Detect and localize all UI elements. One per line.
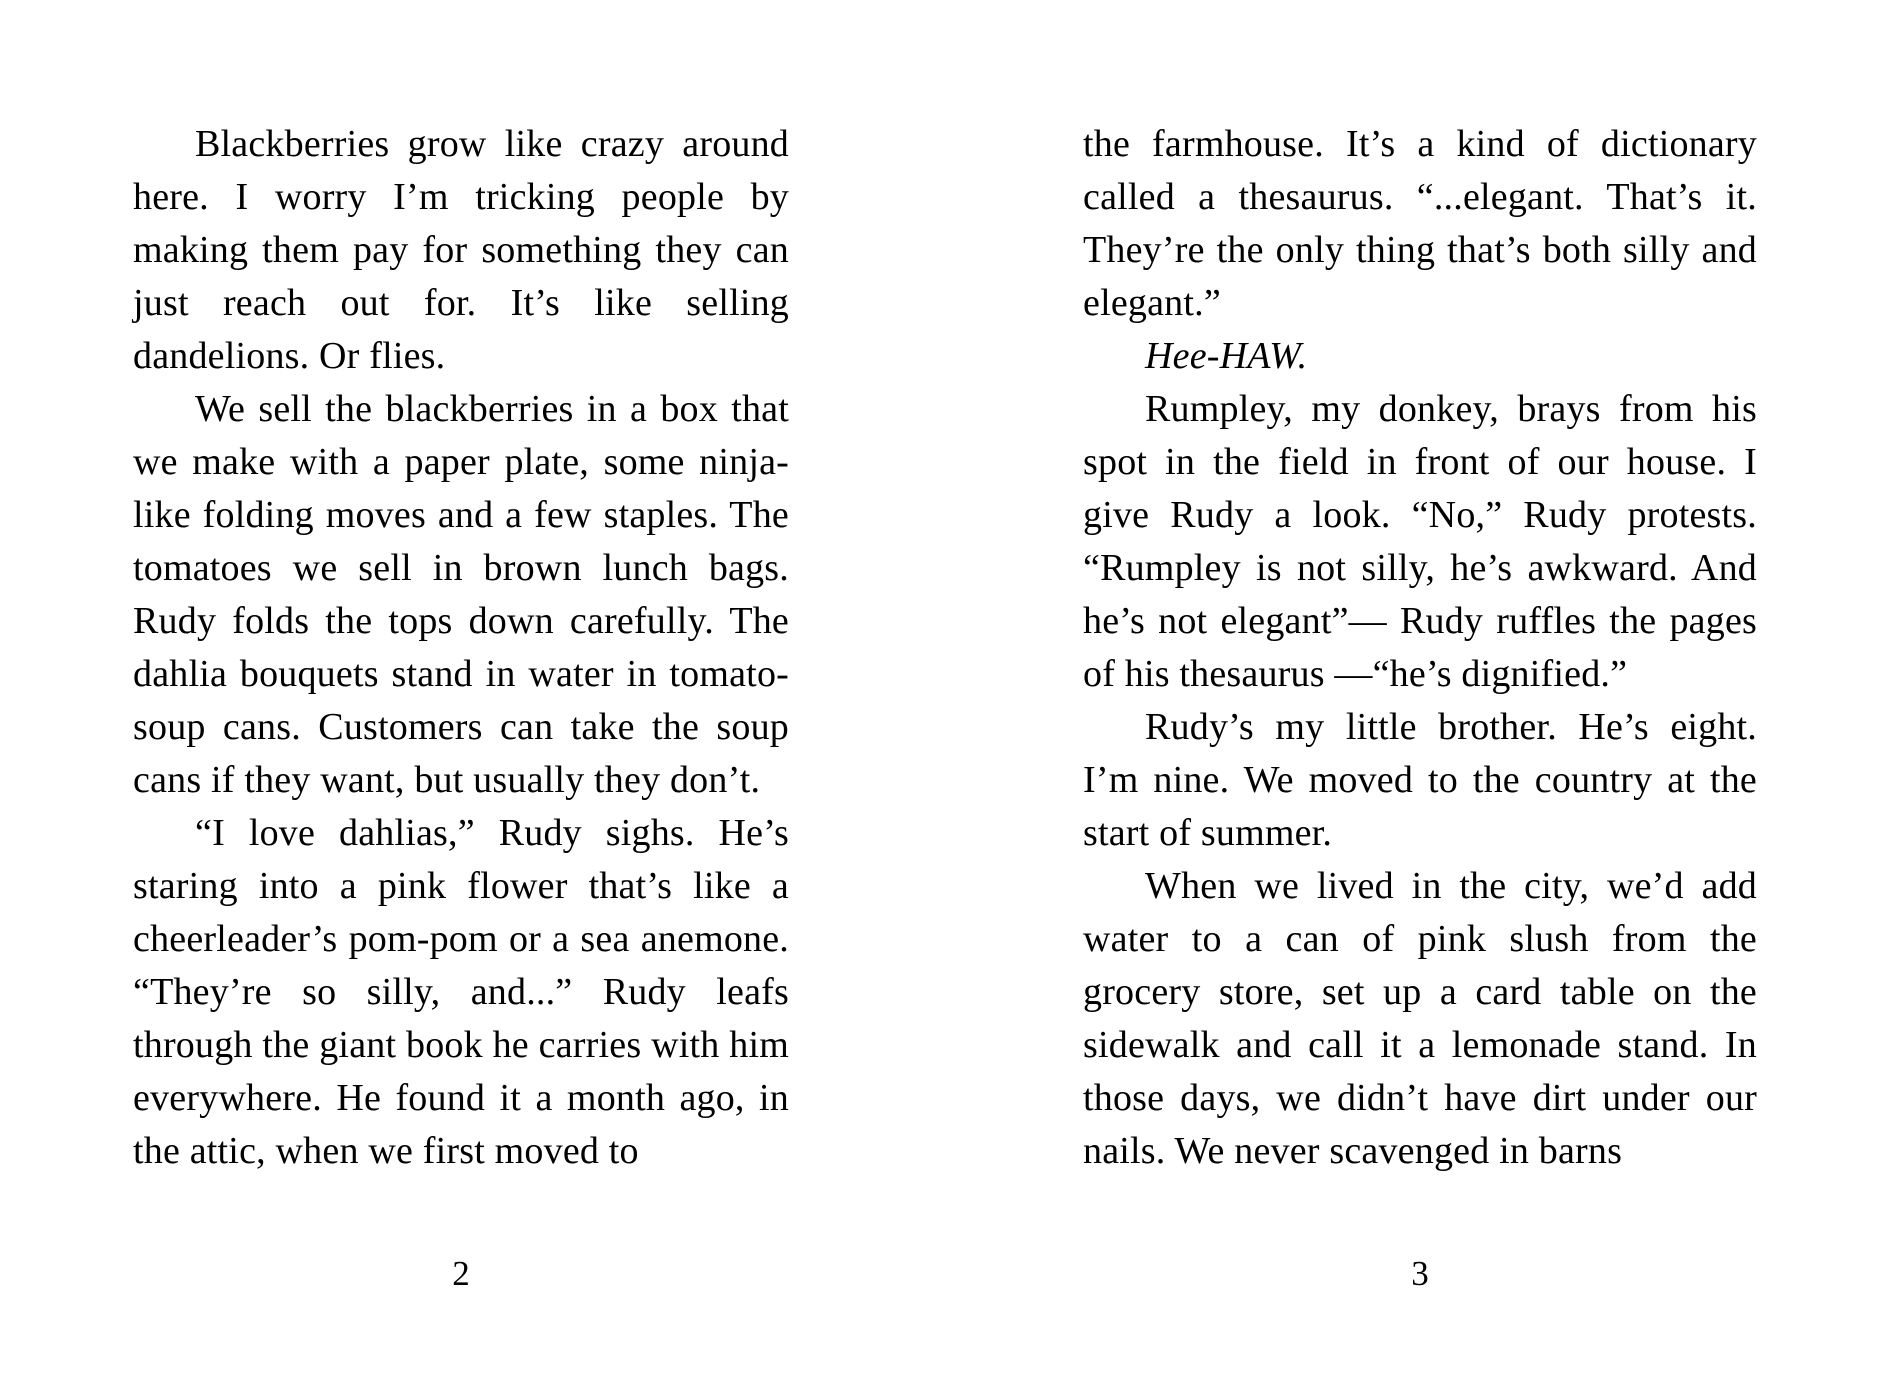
right-page-text-block [1083,118,1757,1178]
left-page-paragraph-3: “I love dahlias,” Rudy sighs. He’s staring into a pink flower that’s like a cheerleader’s pom-pom or a sea anemone. “They’re so silly, and...” Rudy leafs through the giant book he carries with him everywhere. He found it a month ago, in the attic, when we first moved to [133,812,789,1172]
right-page-number: 3 [1411,1254,1429,1293]
right-page-paragraph-4: Rudy’s my little brother. He’s eight. I’m nine. We moved to the country at the start of summer. [1083,706,1757,854]
left-page-text-block [133,118,789,1178]
right-page-paragraph-1: the farmhouse. It’s a kind of dictionary called a thesaurus. “...elegant. That’s it. They’re the only thing that’s both silly and elegant.” [1083,123,1757,324]
right-page-paragraph-5: When we lived in the city, we’d add water to a can of pink slush from the grocery store, set up a card table on the sidewalk and call it a lemonade stand. In those days, we didn’t have dirt under our nails. We never scavenged in barns [1083,865,1757,1172]
left-page-paragraph-1: Blackberries grow like crazy around here. I worry I’m tricking people by making them pay for something they can just reach out for. It’s like selling dandelions. Or flies. [133,123,789,377]
left-page-number: 2 [452,1254,470,1293]
right-page-paragraph-2-donkey-bray: Hee-HAW. [1145,335,1308,377]
right-page-paragraph-3: Rumpley, my donkey, brays from his spot in the field in front of our house. I give Rudy a look. “No,” Rudy protests. “Rumpley is not silly, he’s awkward. And he’s not elegant”— Rudy ruffles the pages of his thesaurus —“he’s dignified.” [1083,388,1757,695]
left-page-paragraph-2: We sell the blackberries in a box that we make with a paper plate, some ninja-like folding moves and a few staples. The tomatoes we sell in brown lunch bags. Rudy folds the tops down carefully. The dahlia bouquets stand in water in tomato-soup cans. Customers can take the soup cans if they want, but usually they don’t. [133,388,789,801]
